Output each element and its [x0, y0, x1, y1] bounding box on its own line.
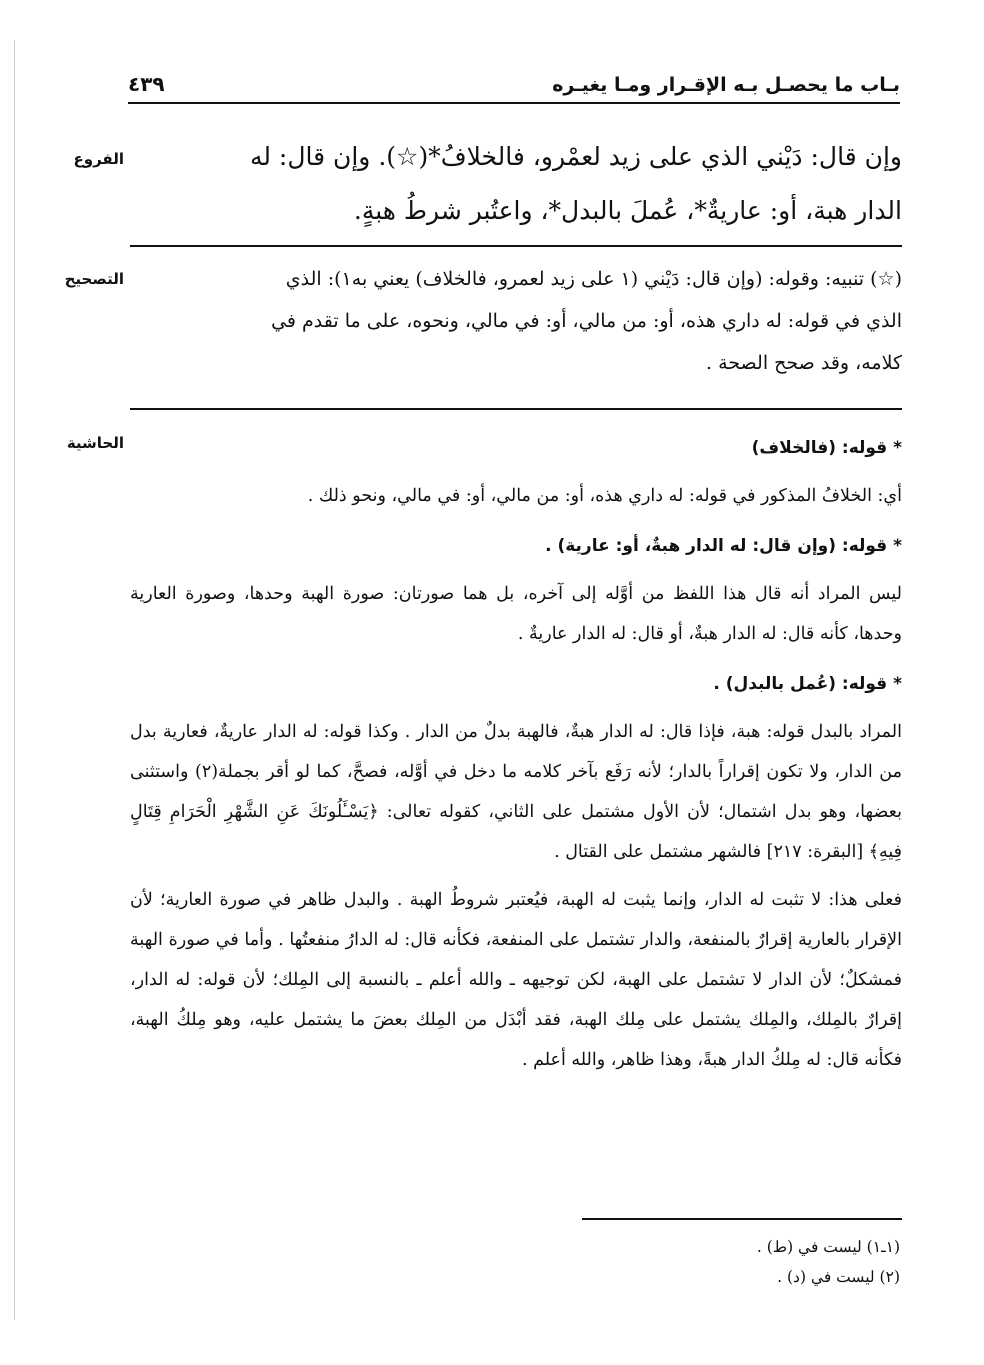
qawluh-heading: * قوله: (عُمل بالبدل) . [713, 674, 902, 694]
label-furu: الفروع [73, 150, 124, 168]
running-title: بـاب ما يحصـل بـه الإقـرار ومـا يغيـره [552, 74, 900, 96]
qawluh-heading: * قوله: (وإن قال: له الدار هبةٌ، أو: عارية) . [545, 536, 902, 556]
qawluh-heading: * قوله: (فالخلاف) [751, 438, 902, 458]
scan-edge [14, 40, 15, 1320]
tashih-line: الذي في قوله: له داري هذه، أو: من مالي، أو: في مالي، ونحوه، على ما تقدم في [271, 310, 902, 332]
matn-line: الدار هبة، أو: عاريةٌ*، عُملَ بالبدل*، واعتُبر شرطُ هبةٍ. [353, 196, 902, 225]
hashiya-paragraph: ليس المراد أنه قال هذا اللفظ من أوَّله إلى آخره، بل هما صورتان: صورة الهبة وحدها، وصورة العارية وحدها، كأنه قال: له الدار هبةٌ، أو قال: له الدار عاريةٌ . [130, 584, 902, 644]
label-hashiya: الحاشية [66, 434, 124, 452]
footnote: (٢) ليست في (د) . [777, 1268, 900, 1286]
page-header [128, 62, 900, 104]
divider [130, 245, 902, 247]
label-tashih: التصحيح [64, 270, 124, 288]
page-number: ٤٣٩ [128, 72, 165, 96]
hashiya-paragraph: فعلى هذا: لا تثبت له الدار، وإنما يثبت له الهبة، فيُعتبر شروطُ الهبة . والبدل ظاهر في صورة العارية؛ لأن الإقرار بالعارية إقرارٌ بالمنفعة، والدار تشتمل على المنفعة، فكأنه قال: له الدارُ منفعتُها . وأما في صورة الهبة فمشكلٌ؛ لأن الدار لا تشتمل على الهبة، لكن توجيهه ـ والله أعلم ـ بالنسبة إلى المِلك؛ لأن قوله: له الدار، إقرارٌ بالمِلك، والمِلك يشتمل على مِلك الهبة، فقد أبْدَل من المِلك بعضَ ما يشتمل عليه، وهو مِلكُ الهبة، فكأنه قال: له مِلكُ الدار هبةً، وهذا ظاهر، والله أعلم . [130, 890, 902, 1070]
matn-text [130, 130, 902, 238]
hashiya-paragraph: المراد بالبدل قوله: هبة، فإذا قال: له الدار هبةٌ، فالهبة بدلٌ من الدار . وكذا قوله: له الدار عاريةٌ، فعارية بدل من الدار، ولا تكون إقراراً بالدار؛ لأنه رَفَع بآخر كلامه ما دخل في أوَّله، فصحَّ، كما لو أقر بجملة(٢) واستثنى بعضها، وهو بدل اشتمال؛ لأن الأول مشتمل على الثاني، كقوله تعالى: ﴿يَسْـَٔلُونَكَ عَنِ الشَّهْرِ الْحَرَامِ قِتَالٍ فِيهِ﴾ [البقرة: ٢١٧] فالشهر مشتمل على القتال . [130, 722, 902, 862]
tashih-text [130, 258, 902, 384]
footnotes [757, 1232, 900, 1292]
tashih-line: (☆) تنبيه: وقوله: (وإن قال: دَيْني (١ على زيد لعمرو، فالخلاف) يعني به١): الذي [285, 268, 902, 290]
tashih-line: كلامه، وقد صحح الصحة . [706, 352, 902, 374]
footnote-divider [582, 1218, 902, 1220]
matn-line: وإن قال: دَيْني الذي على زيد لعمْرو، فالخلافُ*(☆). وإن قال: له [249, 142, 902, 171]
hashiya-paragraph: أي: الخلافُ المذكور في قوله: له داري هذه، أو: من مالي، أو: في مالي، ونحو ذلك . [307, 486, 902, 506]
divider [130, 408, 902, 410]
footnote: (١ـ١) ليست في (ط) . [756, 1238, 900, 1256]
hashiya-text [130, 426, 902, 1088]
